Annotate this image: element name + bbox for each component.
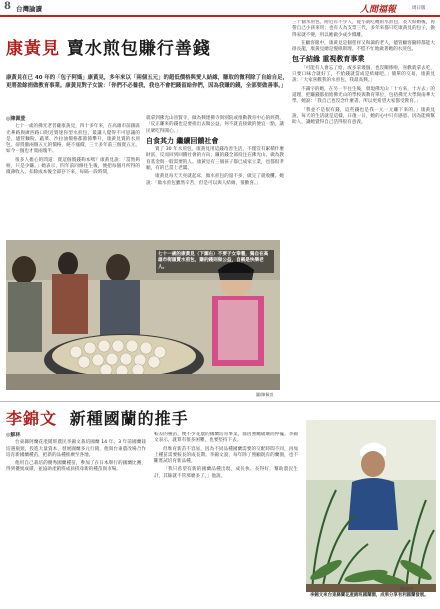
article1-lead: 康黃見在已 40 年的「包子阿媽」康黃見，多年來以「兩個五元」的超低價格與愛人結緣，賺取的微利除了自給自足，更將盈餘捐做教育事業。康黃見對子女說：「你們不必養我，我也不會把錢留給你們，因為我賺的錢，全部要做善事。」 bbox=[6, 75, 288, 89]
paragraph: 在顧客眼中，康黃見是個慈祥又和藹的老人，儘管顧客隨時都能大排長龍，康黃見總是慢條斯理、不慌不忙地做著她的水煎包。 bbox=[292, 40, 435, 53]
article1-headline-text: 賣水煎包賺行善錢 bbox=[66, 39, 211, 59]
article2-photo-credit: 圖/蘇林 bbox=[400, 586, 414, 591]
article1-byline: ◎陳佩萱 bbox=[6, 116, 26, 122]
paragraph: 他用自己栽培的優秀國蘭種苗，參加了在日本舉行的國蘭比賽，得到優異成績，並協助產銷班成員找尋新的種苗與市場。 bbox=[6, 461, 146, 473]
section-title: 台灣論讀 bbox=[16, 5, 42, 13]
paragraph: 台東縣阿蘭花產銷班農民李錦文栽培國蘭 14 年，3 年前國蘭栽培遇瓶頸，投進大量資本，發展國蘭多元行銷，他與台東農改場合作培育新國蘭種苗，把新的品種推廣至各地。 bbox=[6, 440, 146, 458]
article-divider bbox=[0, 401, 440, 402]
orchid-farmer-photo bbox=[306, 420, 436, 592]
paragraph: 就拿到佛光山晉賢寺，做為興建佛寺與別院或推動教育中心的經費。「反正賺來的錢也是要捐出去做公益，何不就直接做的便宜一點，讓民眾吃得開心。」 bbox=[146, 116, 284, 134]
page-number: 8 bbox=[4, 1, 11, 12]
article1-photo-credit: 圖/陳佩萱 bbox=[256, 392, 274, 397]
paragraph: 「我只希望有新的國蘭品種出現，成長快、長得好，幫助農民生計，其餘就不管那麼多了。」他說。 bbox=[154, 467, 298, 479]
edition-label: 周日版 bbox=[412, 6, 426, 11]
paragraph: 「我並不是很有錢，這些錢也是我一元一元賺下來的。」康黃見說，每天的生活就是這樣，日復一日，她的心中只有感恩，因為能夠幫助人，讓她覺得自己活得很有意義。 bbox=[292, 107, 435, 126]
article1-column-1 bbox=[6, 116, 140, 179]
article1-photo-caption: 七十一歲的康黃見（下圖右）不要子女奉養，獨自在高雄市街頭賣水煎包，賺的錢則做公益，自稱是快樂老人。 bbox=[156, 250, 274, 273]
paragraph: 很多人擔心的問道：賣這個價錢夠本嗎？康黃見說：「當然夠啦，只是少賺。」她表示，四年前同修往生後，便把每個月所得的微薄收入，扣除成本後全部存下來，每隔一段時間， bbox=[6, 157, 140, 176]
article1-headline-name: 康黃見 bbox=[6, 39, 60, 59]
article1-subhead-2: 包子結緣 重視教育事業 bbox=[292, 55, 365, 64]
article2-headline-text: 新種國蘭的推手 bbox=[69, 409, 189, 428]
article1-column-2 bbox=[146, 116, 284, 189]
paragraph: 不識字的她，在另一半往生後，發現佛光山「十方來，十方去」的道理，把賺錢都捐給佛光山的學校與教育單位，包括佛光大學與南華大學。她說：「我自己也沒念什麼書，所以更希望大家都受教育。」 bbox=[292, 86, 435, 105]
paragraph: 較差的種苗，便不少花農的國蘭培育事業，都因強颱破壞而停擺。李錦文表示，就算有很多困難，也要堅持下去。 bbox=[154, 432, 298, 444]
paragraph: 七十一歲的佛光老菩薩康黃見，四十多年來，在高雄市前鎮區光華路與廣西路口附近賣迷你型水煎包，最讓人覺得不可思議的是，儘管麵粉、蔬菜、沙拉油價格都節節攀升，康黃見賣的水煎包，卻貫徹兩個五元的價格，絕不漲價，三十多年前三個賣五元，如今一個也才賣兩塊半。 bbox=[6, 124, 140, 155]
article2-column-1 bbox=[6, 432, 146, 604]
article2-photo bbox=[306, 420, 436, 592]
article2-column-2 bbox=[154, 432, 298, 604]
article1-column-3 bbox=[292, 20, 435, 396]
paragraph: 賣了 30 年水煎包，康黃見用這錢改善生活，不僅沒有累積什麼財富，反而回到回饋社會的方向；賺的錢全部投注在佛光山，做為教育基金與一般需要的人。康黃見有三個孩子都已成家立業，也都很孝順，有的已當上老闆。 bbox=[146, 147, 284, 172]
newspaper-logo: 人間福報 bbox=[360, 5, 397, 15]
paragraph: 「可能有人會忘了給，或多拿幾個，也沒關係啦，喜歡就拿去吃，只要口味合就好了，不給錢就當成是結緣吧。」簡單的交易，康黃見說：「大家喜歡我的水煎包，我最高興。」 bbox=[292, 65, 435, 84]
article1-headline bbox=[6, 34, 211, 59]
paragraph: 三十個水煎包，附近有不少人，從小就吃她的水煎包，長大結婚後，再帶自己小孩來買；也有人為支票三代，多年來都只吃康黃見的包子，換得家就不變，用以她做少成少價離。 bbox=[292, 20, 435, 38]
paragraph: 康黃見每天天亮就起床，做水煎包的量不多，做完了就收攤。她說：「做水煎包雖然辛苦，但是可以與人結緣，很歡喜。」 bbox=[146, 174, 284, 186]
article1-subhead-1: 自食其力 繼續回饋社會 bbox=[146, 136, 219, 145]
paragraph: 但堆育新苗不容易，因為不同品種國蘭需要的交配時間不同，再加上種苗需要較長的成長期。李錦文說，每年除了照顧既有的蘭園，也不斷嘗試培育新品種。 bbox=[154, 446, 298, 465]
article2-headline bbox=[6, 406, 189, 429]
article2-photo-caption: 李錦文來台東縣蘭花產銷班國蘭園，成果分享有利國蘭發展。 bbox=[310, 593, 429, 598]
article2-byline: ◎蘇林 bbox=[6, 432, 21, 438]
article2-headline-name: 李錦文 bbox=[6, 409, 58, 428]
